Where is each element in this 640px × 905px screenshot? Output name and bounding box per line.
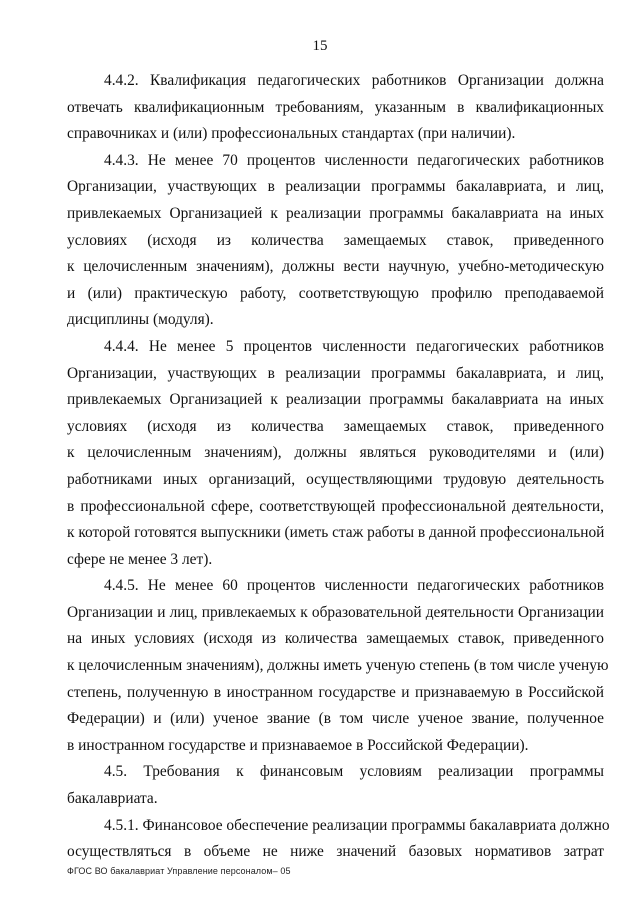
text-line: дисциплины (модуля).: [67, 311, 214, 329]
text-line: отвечать квалификационным требованиям, указанным в квалификационных: [67, 98, 604, 116]
text-line: к которой готовятся выпускники (иметь стаж работы в данной профессиональной: [67, 524, 605, 542]
text-line: привлекаемых Организацией к реализации программы бакалавриата на иных: [67, 204, 604, 222]
text-line: к целочисленным значениям), должны являться руководителями и (или): [67, 444, 604, 462]
text-line: 4.4.5. Не менее 60 процентов численности педагогических работников: [104, 577, 604, 595]
text-line: к целочисленным значениям), должны иметь ученую степень (в том числе ученую: [67, 657, 609, 675]
paragraph-4-4-4: [67, 334, 604, 573]
text-line: осуществляться в объеме не ниже значений базовых нормативов затрат: [67, 843, 604, 861]
paragraph-4-4-5: [67, 573, 609, 759]
text-line: Федерации) и (или) ученое звание (в том числе ученое звание, полученное: [67, 710, 604, 728]
page-number: 15: [312, 38, 328, 54]
text-line: Организации и лиц, привлекаемых к образовательной деятельности Организации: [67, 603, 604, 621]
text-line: условиях (исходя из количества замещаемых ставок, приведенного: [67, 231, 604, 249]
text-line: 4.4.3. Не менее 70 процентов численности педагогических работников: [104, 151, 604, 169]
paragraph-4-4-2: [67, 68, 604, 148]
text-line: бакалавриата.: [67, 790, 158, 808]
text-line: Организации, участвующих в реализации программы бакалавриата, и лиц,: [67, 364, 604, 382]
text-line: 4.5. Требования к финансовым условиям реализации программы: [104, 763, 604, 781]
text-line: 4.4.4. Не менее 5 процентов численности педагогических работников: [104, 337, 604, 355]
text-line: на иных условиях (исходя из количества замещаемых ставок, приведенного: [67, 630, 604, 648]
text-line: 4.5.1. Финансовое обеспечение реализации программы бакалавриата должно: [104, 816, 610, 834]
text-line: в профессиональной сфере, соответствующей профессиональной деятельности,: [67, 497, 604, 515]
text-line: к целочисленным значениям), должны вести научную, учебно-методическую: [67, 258, 604, 276]
text-line: сфере не менее 3 лет).: [67, 550, 213, 568]
text-line: условиях (исходя из количества замещаемых ставок, приведенного: [67, 417, 604, 435]
text-line: работниками иных организаций, осуществляющими трудовую деятельность: [67, 470, 604, 488]
text-line: справочниках и (или) профессиональных стандартах (при наличии).: [67, 125, 516, 143]
document-footer: ФГОС ВО бакалавриат Управление персоналом– 05: [67, 866, 291, 876]
text-line: 4.4.2. Квалификация педагогических работников Организации должна: [104, 72, 604, 89]
text-line: степень, полученную в иностранном государстве и признаваемую в Российской: [67, 683, 604, 701]
text-line: привлекаемых Организацией к реализации программы бакалавриата на иных: [67, 391, 604, 409]
paragraph-4-4-3: [67, 148, 604, 334]
paragraph-4-5-1: [67, 813, 610, 866]
paragraph-4-5-heading: [67, 759, 604, 812]
text-line: Организации, участвующих в реализации программы бакалавриата, и лиц,: [67, 178, 604, 196]
text-line: и (или) практическую работу, соответствующую профилю преподаваемой: [67, 284, 604, 302]
document-body: [67, 68, 610, 866]
text-line: в иностранном государстве и признаваемое в Российской Федерации).: [67, 736, 529, 754]
